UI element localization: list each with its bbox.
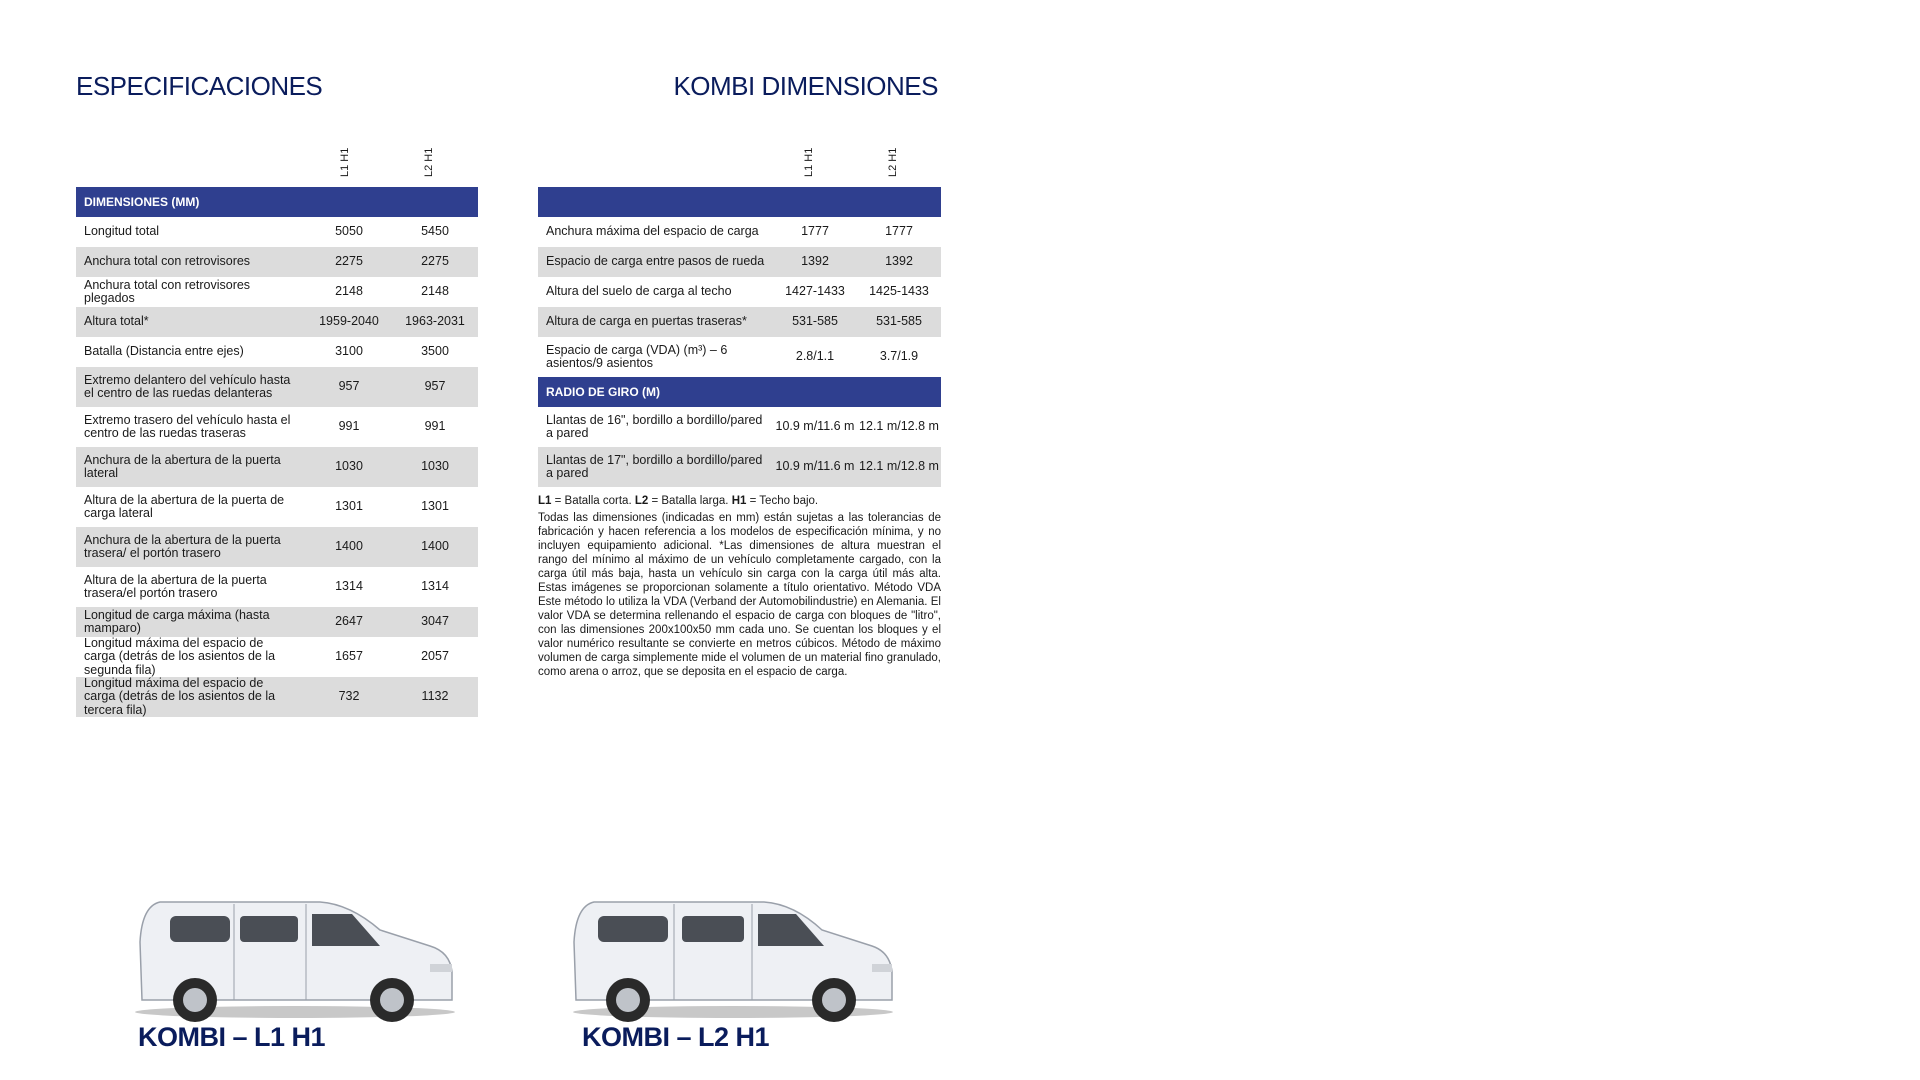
dimensions-table [76,187,478,717]
row-value-l1h1: 957 [306,367,392,407]
row-label: Llantas de 16", bordillo a bordillo/pared a pared [546,412,763,440]
row-label: Batalla (Distancia entre ejes) [84,344,244,359]
row-value-l1h1: 2647 [306,607,392,637]
table-row [76,527,478,567]
section-title: DIMENSIONES (MM) [76,187,478,217]
row-label: Extremo trasero del vehículo hasta el centro de las ruedas traseras [84,412,291,440]
row-label: Altura total* [76,307,306,337]
row-value-l1h1: 2.8/1.1 [795,349,835,364]
legend-key: L2 [634,495,649,507]
row-value-l1h1: 1400 [306,527,392,567]
table-row [538,337,941,377]
row-value-l2h1: 1030 [392,447,478,487]
row-label: Anchura máxima del espacio de carga [546,224,759,239]
row-value-l2h1: 1314 [421,579,449,594]
row-value-l2h1: 2057 [421,649,449,664]
row-value-l2h1: 3.7/1.9 [879,349,919,364]
table-row [76,407,478,447]
row-value-l1h1: 1392 [773,247,857,277]
table-row [538,407,941,447]
row-value-l1h1: 1959-2040 [306,307,392,337]
row-value-l1h1: 2148 [335,284,363,299]
table-row [76,677,478,717]
van-caption-l1h1: KOMBI – L1 H1 [138,1022,326,1052]
row-value-l2h1: 1132 [392,677,478,717]
table-row [538,307,941,337]
kombi-dimensions-table [538,187,941,487]
column-header-l2h1: L2 H1 [423,147,435,177]
row-value-l1h1: 5050 [335,224,363,239]
legend-text: = Techo bajo. [746,495,819,507]
row-value-l2h1: 2275 [392,247,478,277]
table-row [538,277,941,307]
table-row [538,447,941,487]
table-row [76,277,478,307]
row-label: Anchura de la abertura de la puerta lateral [76,447,306,487]
row-value-l1h1: 1427-1433 [785,284,845,299]
row-label: Anchura total con retrovisores plegados [84,277,251,305]
section-band [76,187,478,217]
column-header-l1h1: L1 H1 [803,147,815,177]
row-value-l2h1: 12.1 m/12.8 m [859,419,939,434]
row-value-l2h1: 3500 [421,344,449,359]
table-row [76,607,478,637]
row-label: Espacio de carga entre pasos de rueda [538,247,773,277]
row-value-l2h1: 1301 [421,499,449,514]
column-header-l1h1: L1 H1 [339,147,351,177]
row-value-l1h1: 991 [338,419,360,434]
van-l1h1-image [130,882,460,1022]
row-value-l1h1: 2275 [306,247,392,277]
row-label: Longitud total [84,224,160,239]
section-band [538,187,941,217]
row-value-l2h1: 1400 [392,527,478,567]
row-label: Longitud máxima del espacio de carga (detrás de los asientos de la segunda fila) [84,636,276,677]
table-row [538,217,941,247]
row-label: Altura de carga en puertas traseras* [538,307,773,337]
table-row [76,367,478,407]
table-row [76,567,478,607]
row-label: Longitud máxima del espacio de carga (detrás de los asientos de la tercera fila) [76,677,306,717]
disclaimer-text: Todas las dimensiones (indicadas en mm) están sujetas a las tolerancias de fabricación y hacen referencia a los modelos de especificación mínima, y no incluyen equipamiento adicional. *Las dimensiones de altura muestran el rango del mínimo al máximo de un vehículo completamente cargado, con la carga útil más baja, hasta un vehículo sin carga con la carga útil más alta. Estas imágenes se proporcionan solamente a título orientativo. Método VDA Este método lo utiliza la VDA (Verband der Automobilindustrie) en Alemania. El valor VDA se determina rellenando el espacio de carga con bloques de "litro", con las dimensiones 200x100x50 mm cada uno. Se cuentan los bloques y el valor numérico resultante se convierte en metros cúbicos. Método de máximo volumen de carga simplemente mide el volumen de un material fino granulado, como arena o arroz, que se deposita en el espacio de carga. [538,512,941,678]
legend [538,494,941,508]
page-title-kombi-dimensiones: KOMBI DIMENSIONES [673,71,938,101]
legend-key: H1 [731,495,747,507]
row-value-l2h1: 531-585 [857,307,941,337]
row-value-l1h1: 10.9 m/11.6 m [775,419,855,434]
van-l2h1-image [568,882,898,1022]
van-caption-l2h1: KOMBI – L2 H1 [582,1022,770,1052]
table-row [76,307,478,337]
row-value-l2h1: 1963-2031 [392,307,478,337]
row-value-l1h1: 1314 [335,579,363,594]
row-value-l1h1: 1030 [306,447,392,487]
row-label: Espacio de carga (VDA) (m³) – 6 asientos/9 asientos [546,342,728,370]
row-value-l1h1: 1777 [801,224,829,239]
row-value-l2h1: 1425-1433 [869,284,929,299]
row-value-l1h1: 732 [306,677,392,717]
row-value-l2h1: 1392 [857,247,941,277]
row-value-l2h1: 957 [392,367,478,407]
row-value-l2h1: 991 [424,419,446,434]
row-value-l2h1: 1777 [885,224,913,239]
section-band [538,377,941,407]
row-label: Longitud de carga máxima (hasta mamparo) [76,607,306,637]
table-row [76,217,478,247]
row-label: Altura del suelo de carga al techo [546,284,732,299]
column-header-l2h1: L2 H1 [887,147,899,177]
row-value-l1h1: 531-585 [773,307,857,337]
row-value-l1h1: 1301 [335,499,363,514]
row-value-l2h1: 5450 [421,224,449,239]
table-row [76,487,478,527]
row-value-l2h1: 2148 [421,284,449,299]
row-value-l2h1: 3047 [392,607,478,637]
table-row [538,247,941,277]
footnotes [538,494,941,682]
table-row [76,337,478,367]
row-value-l1h1: 3100 [335,344,363,359]
table-row [76,247,478,277]
row-value-l1h1: 10.9 m/11.6 m [773,447,857,487]
row-label: Altura de la abertura de la puerta trasera/el portón trasero [84,572,267,600]
page-title-especificaciones: ESPECIFICACIONES [76,71,323,101]
legend-text: = Batalla corta. [551,495,635,507]
table-row [76,447,478,487]
row-label: Anchura de la abertura de la puerta trasera/ el portón trasero [76,527,306,567]
legend-key: L1 [538,495,552,507]
row-value-l1h1: 1657 [335,649,363,664]
row-value-l2h1: 12.1 m/12.8 m [857,447,941,487]
row-label: Llantas de 17", bordillo a bordillo/pared a pared [538,447,773,487]
row-label: Extremo delantero del vehículo hasta el centro de las ruedas delanteras [76,367,306,407]
legend-text: = Batalla larga. [648,495,732,507]
section-title: RADIO DE GIRO (M) [538,377,941,407]
row-label: Anchura total con retrovisores [76,247,306,277]
table-row [76,637,478,677]
row-label: Altura de la abertura de la puerta de carga lateral [84,492,285,520]
